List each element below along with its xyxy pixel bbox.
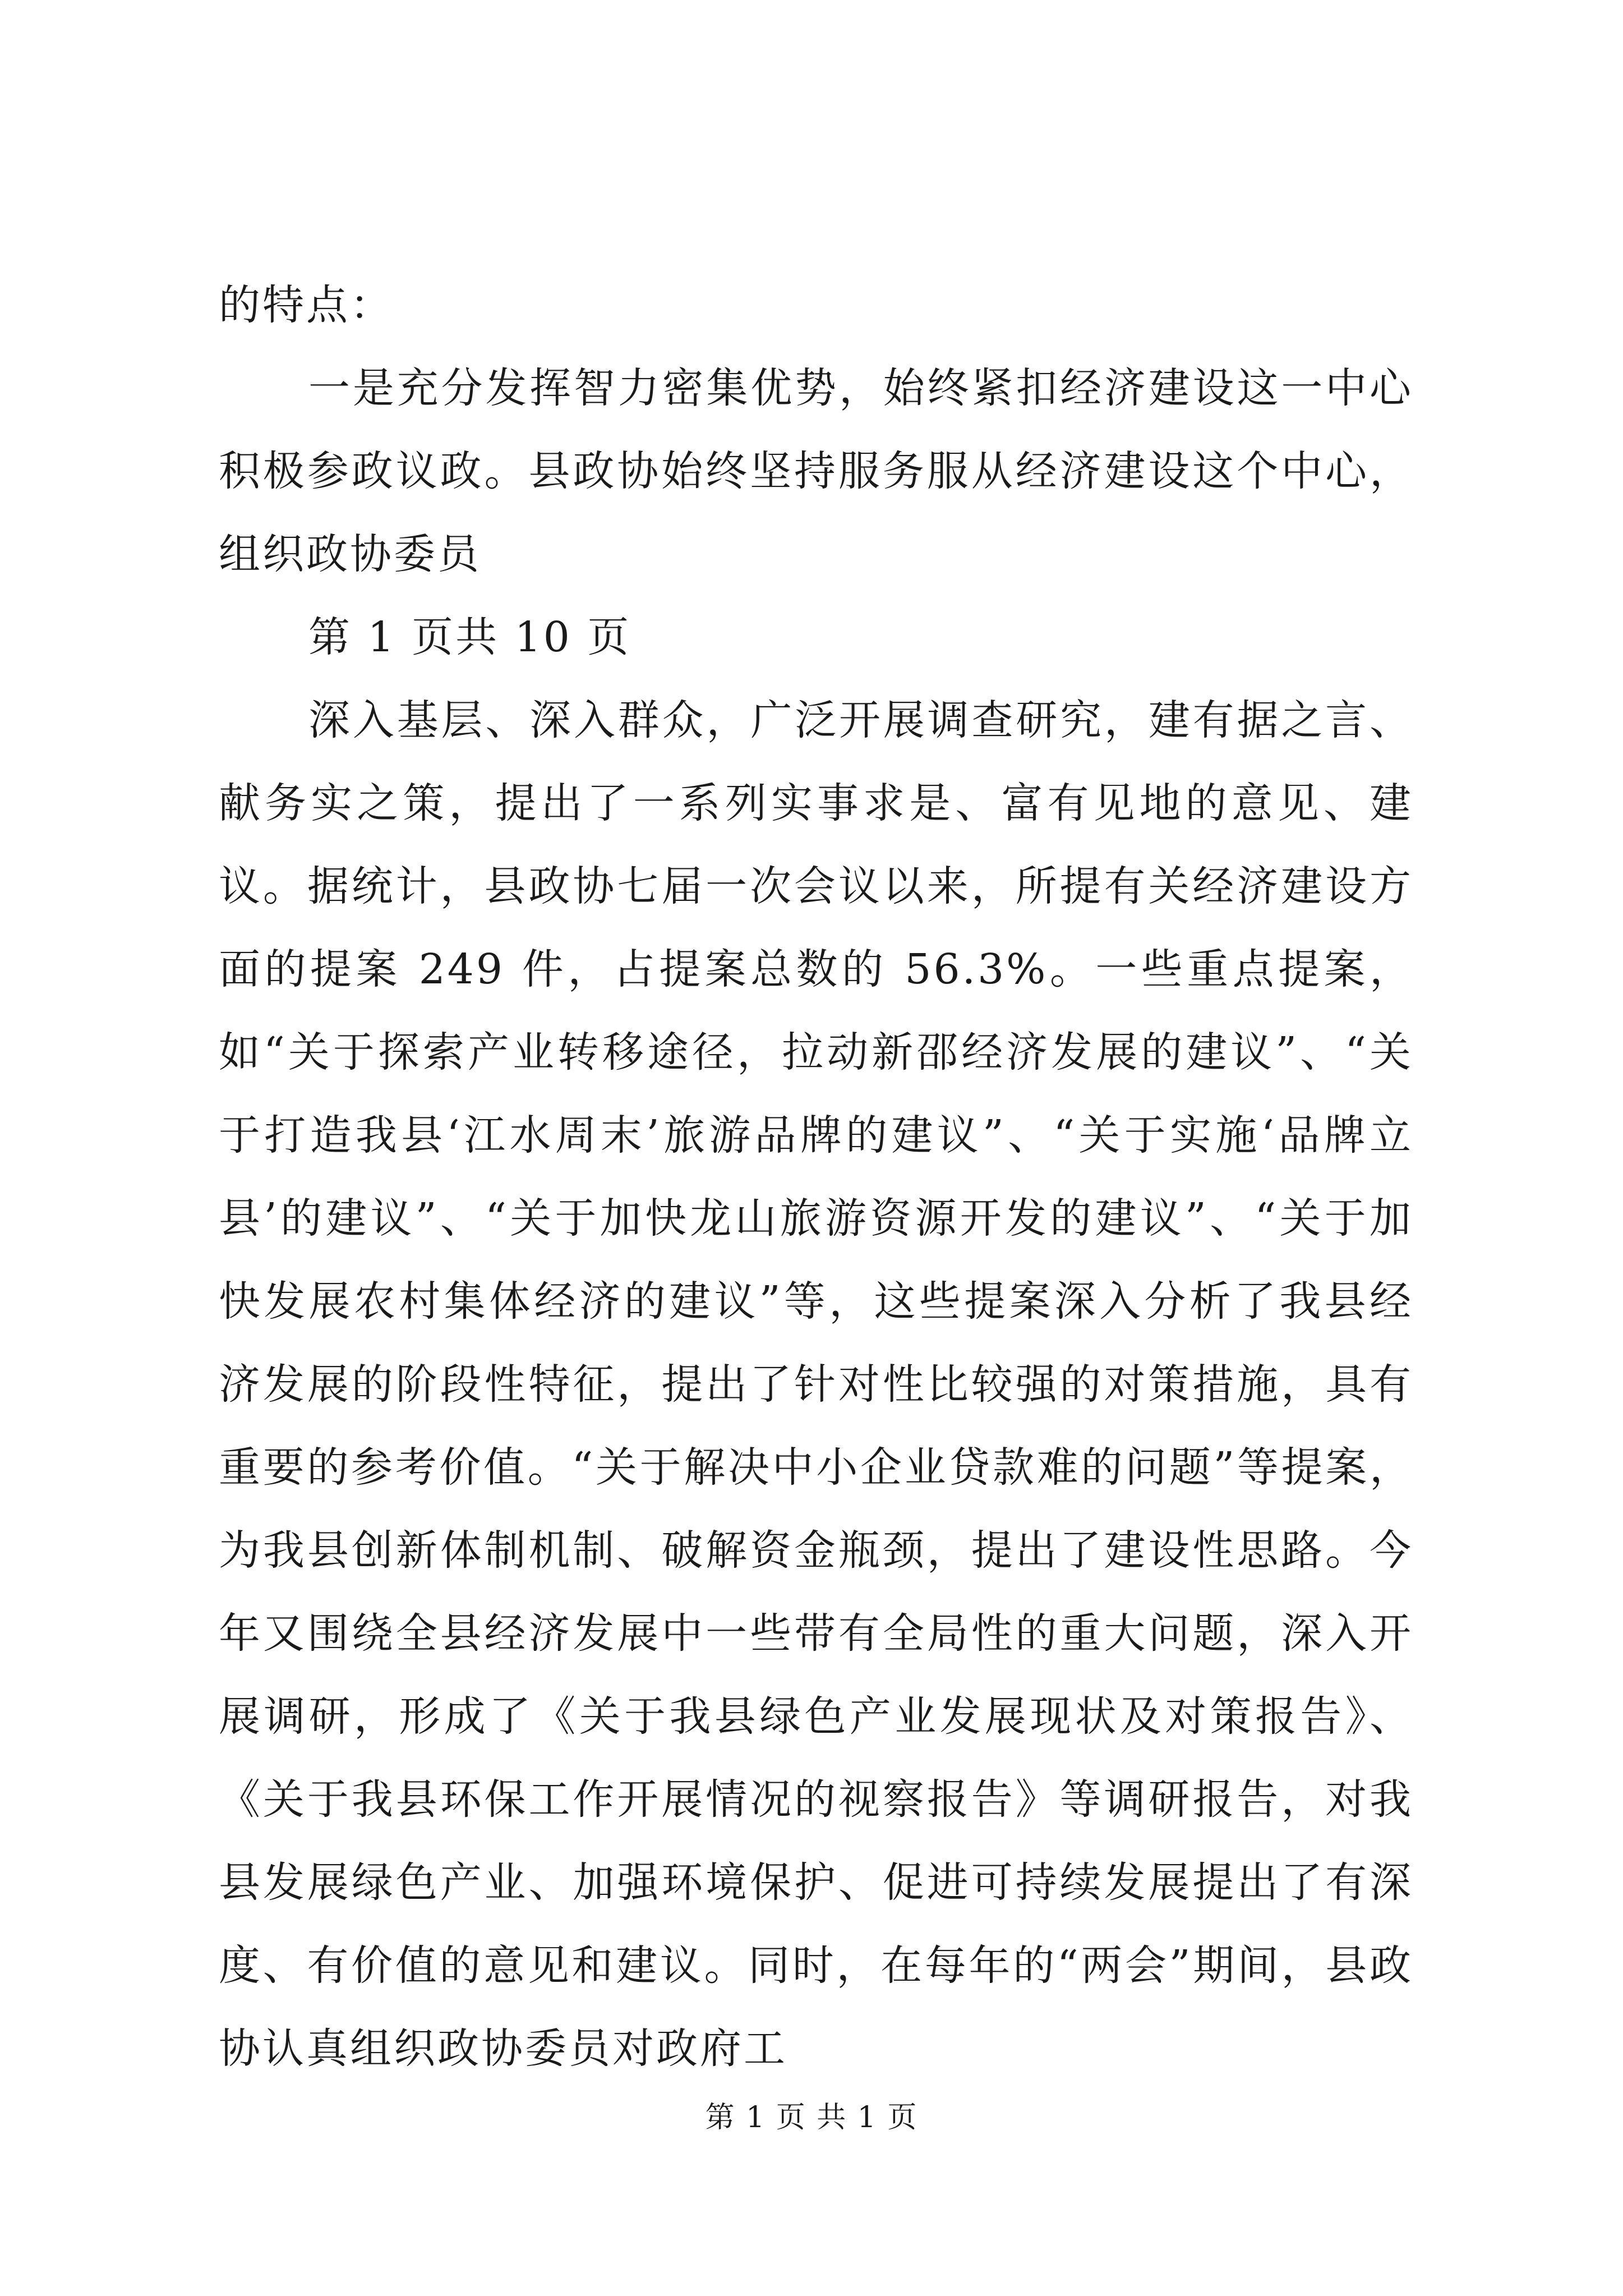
paragraph-point-one: 一是充分发挥智力密集优势，始终紧扣经济建设这一中心积极参政议政。县政协始终坚持服务服从经济建设这个中心，组织政协委员: [219, 364, 1413, 578]
page-footer: 第 1 页 共 1 页: [705, 2101, 918, 2134]
inline-page-marker: 第 1 页共 10 页: [308, 613, 631, 661]
document-body: [219, 264, 1413, 2090]
paragraph-main: 深入基层、深入群众，广泛开展调查研究，建有据之言、献务实之策，提出了一系列实事求是、富有见地的意见、建议。据统计，县政协七届一次会议以来，所提有关经济建设方面的提案 249 件，占提案总数的 56.3%。一些重点提案，如“关于探索产业转移途径，拉动新邵经济发展的建议”、“关于打造我县‘江水周末’旅游品牌的建议”、“关于实施‘品牌立县’的建议”、“关于加快龙山旅游资源开发的建议”、“关于加快发展农村集体经济的建议”等，这些提案深入分析了我县经济发展的阶段性特征，提出了针对性比较强的对策措施，具有重要的参考价值。“关于解决中小企业贷款难的问题”等提案，为我县创新体制机制、破解资金瓶颈，提出了建设性思路。今年又围绕全县经济发展中一些带有全局性的重大问题，深入开展调研，形成了《关于我县绿色产业发展现状及对策报告》、《关于我县环保工作开展情况的视察报告》等调研报告，对我县发展绿色产业、加强环境保护、促进可持续发展提出了有深度、有价值的意见和建议。同时，在每年的“两会”期间，县政协认真组织政协委员对政府工: [219, 696, 1413, 2073]
paragraph-continuation: 的特点：: [219, 281, 394, 329]
